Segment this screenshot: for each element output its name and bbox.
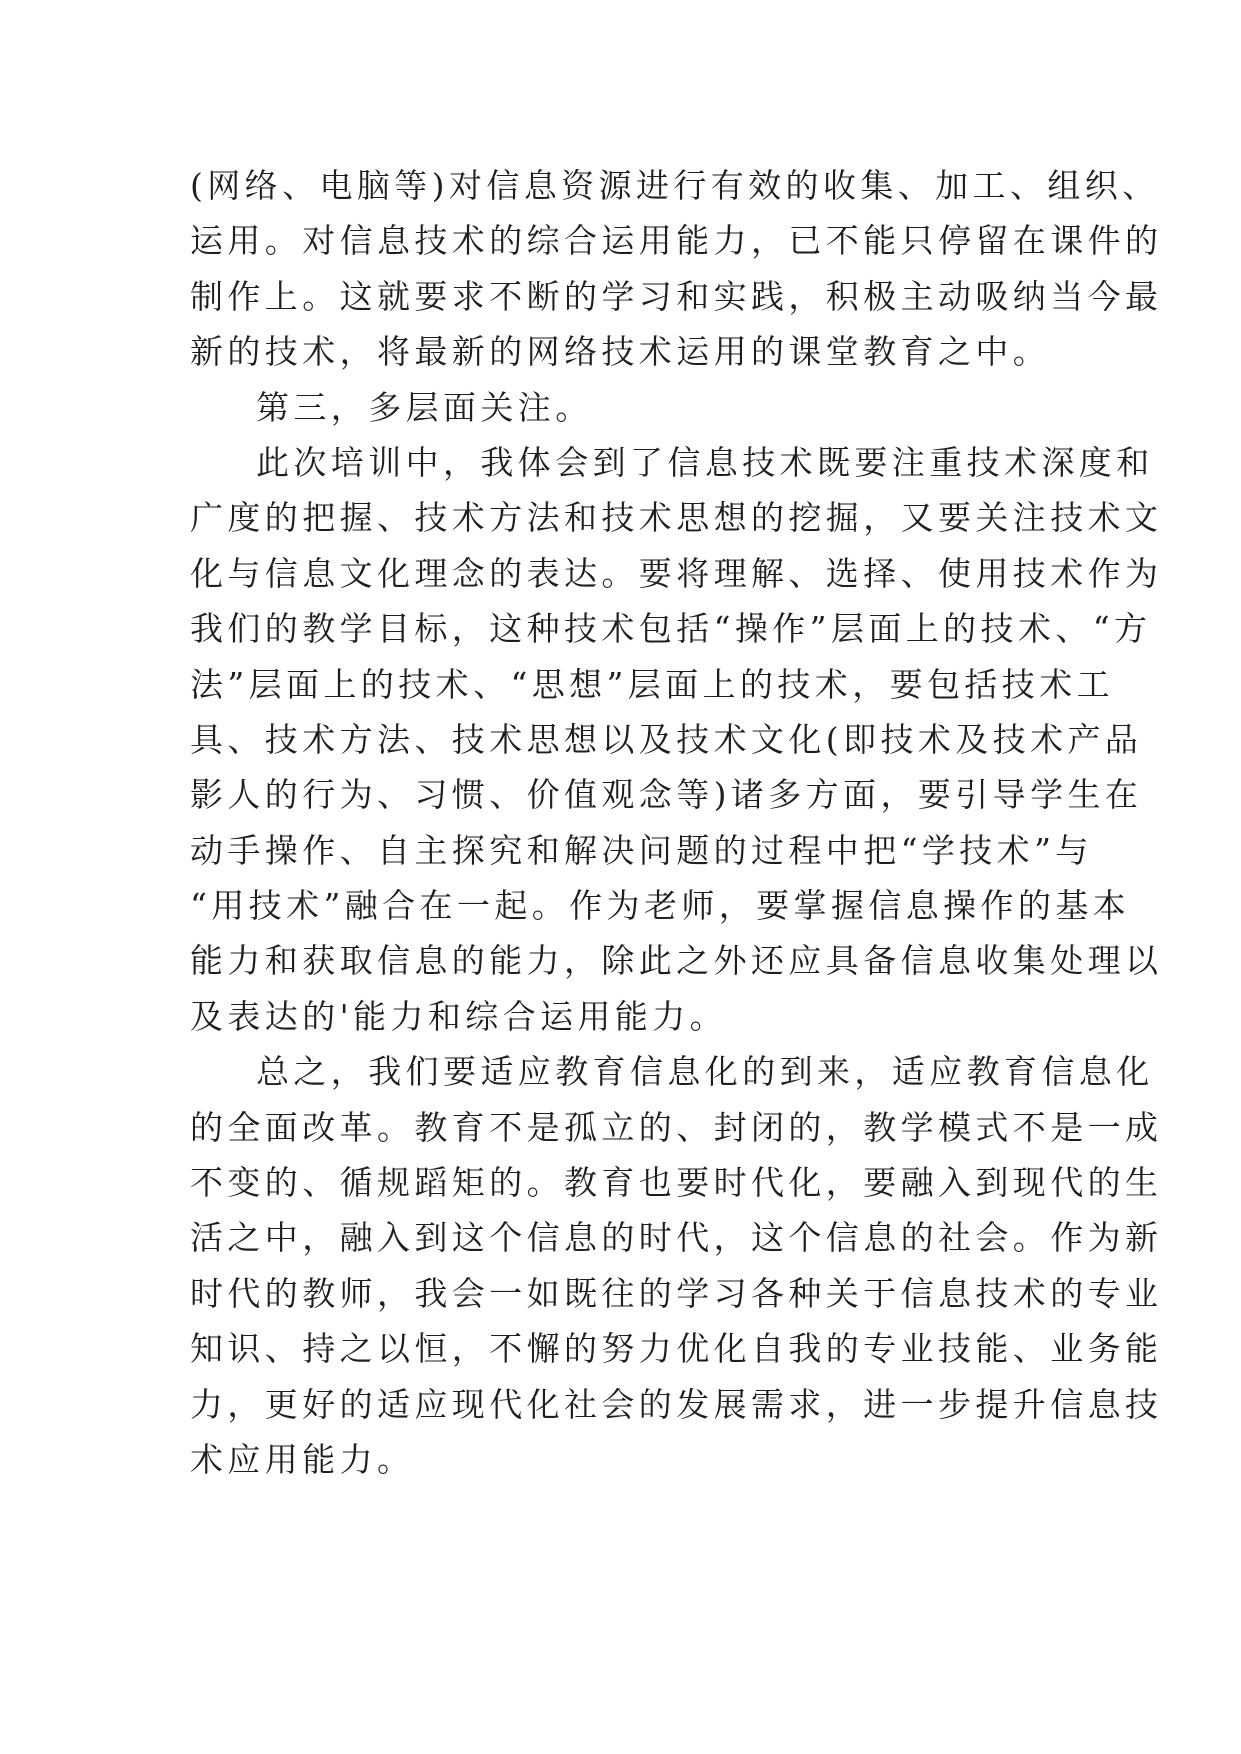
text-line: 能力和获取信息的能力，除此之外还应具备信息收集处理以 [190, 941, 1163, 981]
text-line: 动手操作、自主探究和解决问题的过程中把“学技术”与 [190, 830, 1093, 870]
text-line: 运用。对信息技术的综合运用能力，已不能只停留在课件的 [190, 221, 1163, 261]
document-body [190, 158, 1163, 1487]
text-line: 广度的把握、技术方法和技术思想的挖掘，又要关注技术文 [190, 498, 1163, 538]
text-line: 新的技术，将最新的网络技术运用的课堂教育之中。 [190, 332, 1051, 372]
text-line: 力，更好的适应现代化社会的发展需求，进一步提升信息技 [190, 1384, 1163, 1424]
text-line: 知识、持之以恒，不懈的努力优化自我的专业技能、业务能 [190, 1329, 1163, 1369]
text-line: 总之，我们要适应教育信息化的到来，适应教育信息化 [256, 1052, 1154, 1092]
text-line: 制作上。这就要求不断的学习和实践，积极主动吸纳当今最 [190, 276, 1163, 316]
text-line: 术应用能力。 [190, 1439, 415, 1479]
text-line: 影人的行为、习惯、价值观念等)诸多方面，要引导学生在 [190, 775, 1143, 815]
text-line: 不变的、循规蹈矩的。教育也要时代化，要融入到现代的生 [190, 1163, 1163, 1203]
text-line: 此次培训中，我体会到了信息技术既要注重技术深度和 [256, 442, 1154, 482]
text-line: 化与信息文化理念的表达。要将理解、选择、使用技术作为 [190, 553, 1163, 593]
text-line: 及表达的'能力和综合运用能力。 [190, 996, 728, 1036]
text-line: 我们的教学目标，这种技术包括“操作”层面上的技术、“方 [190, 609, 1152, 649]
text-line: “用技术”融合在一起。作为老师，要掌握信息操作的基本 [190, 886, 1131, 926]
text-line: 活之中，融入到这个信息的时代，这个信息的社会。作为新 [190, 1218, 1163, 1258]
text-line: 的全面改革。教育不是孤立的、封闭的，教学模式不是一成 [190, 1107, 1163, 1147]
text-line: (网络、电脑等)对信息资源进行有效的收集、加工、组织、 [190, 166, 1160, 205]
text-line: 法”层面上的技术、“思想”层面上的技术，要包括技术工 [190, 664, 1115, 704]
text-line: 具、技术方法、技术思想以及技术文化(即技术及技术产品 [190, 719, 1143, 759]
text-line: 时代的教师，我会一如既往的学习各种关于信息技术的专业 [190, 1273, 1163, 1313]
section-heading: 第三，多层面关注。 [256, 387, 593, 427]
